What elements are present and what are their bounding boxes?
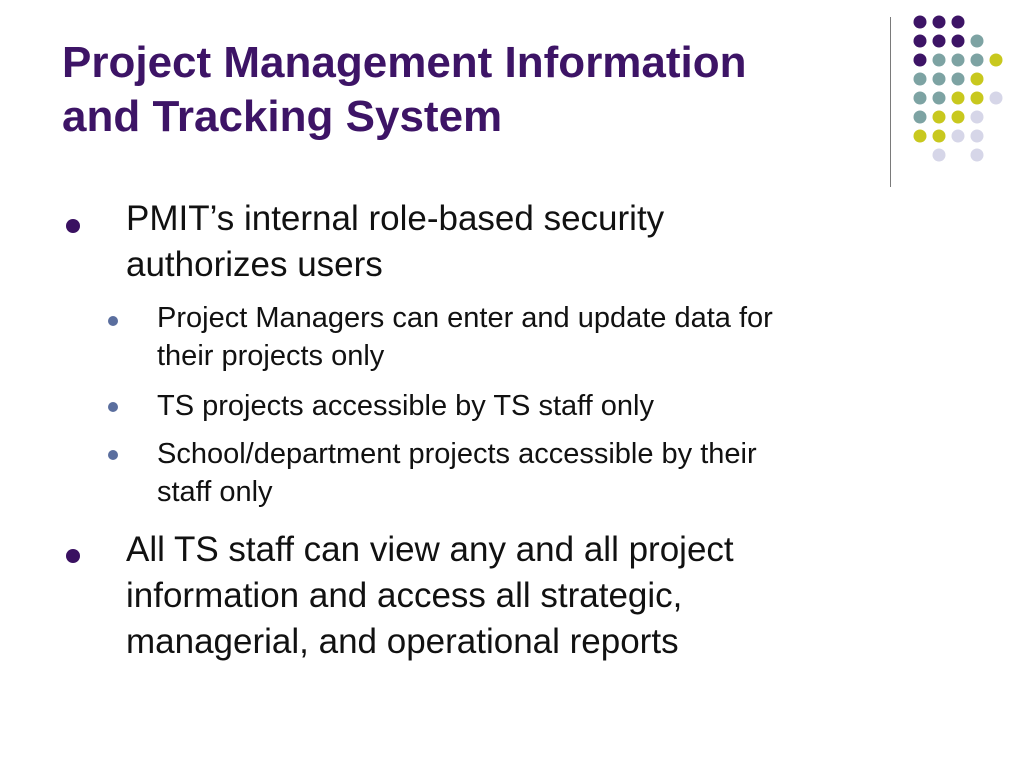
bullet-dot-icon: [66, 549, 80, 563]
sub-bullet-dot-icon: [108, 402, 118, 412]
bullet-text-line: information and access all strategic,: [126, 576, 683, 615]
sub-bullet-item: [157, 435, 757, 511]
sub-bullet-text-line: staff only: [157, 476, 273, 508]
slide-title-line-2: and Tracking System: [62, 92, 503, 141]
bullet-text-line: authorizes users: [126, 245, 383, 284]
sub-bullet-text-line: School/department projects accessible by their: [157, 438, 757, 470]
sub-bullet-text-line: TS projects accessible by TS staff only: [157, 390, 654, 422]
bullet-text-line: All TS staff can view any and all project: [126, 530, 734, 569]
sub-bullet-dot-icon: [108, 450, 118, 460]
bullet-dot-icon: [66, 219, 80, 233]
sub-bullet-item: [157, 387, 654, 425]
bullet-text-line: managerial, and operational reports: [126, 622, 679, 661]
sub-bullet-text-line: Project Managers can enter and update data for: [157, 302, 773, 334]
bullet-item: [126, 196, 664, 288]
bullet-item: [126, 527, 734, 665]
sub-bullet-item: [157, 299, 773, 375]
bullet-text-line: PMIT’s internal role-based security: [126, 199, 665, 238]
sub-bullet-dot-icon: [108, 316, 118, 326]
sub-bullet-text-line: their projects only: [157, 340, 385, 372]
slide-title-line-1: Project Management Information: [62, 38, 747, 87]
